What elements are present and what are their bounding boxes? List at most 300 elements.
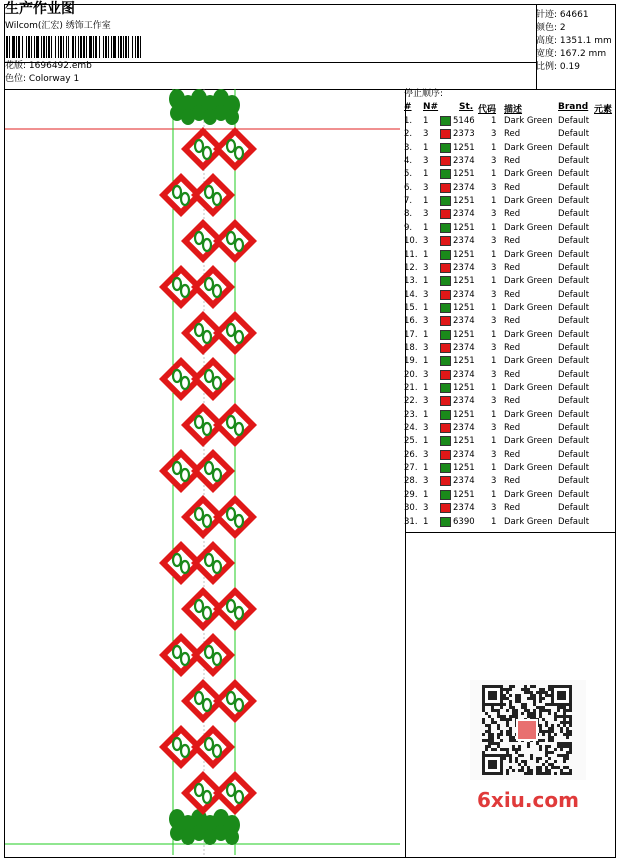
qr-module <box>542 691 545 694</box>
row-code: 3 <box>491 129 497 140</box>
qr-module <box>545 730 548 733</box>
row-needle: 1 <box>423 302 429 313</box>
qr-module <box>563 766 566 769</box>
row-stitches: 2374 <box>453 476 475 487</box>
row-stitches: 2374 <box>453 396 475 407</box>
qr-module <box>482 739 485 742</box>
qr-module <box>563 712 566 715</box>
qr-module <box>521 688 524 691</box>
row-stitches: 1251 <box>453 329 475 340</box>
qr-module <box>530 712 533 715</box>
row-code: 1 <box>491 276 497 287</box>
row-stitches: 1251 <box>453 222 475 233</box>
color-swatch <box>440 209 451 219</box>
barcode-bar <box>34 36 35 58</box>
qr-module <box>488 742 491 745</box>
qr-module <box>539 700 542 703</box>
qr-module <box>527 712 530 715</box>
qr-module <box>509 757 512 760</box>
row-stitches: 1251 <box>453 249 475 260</box>
row-brand: Default <box>558 156 590 167</box>
qr-module <box>506 718 509 721</box>
row-needle: 3 <box>423 209 429 220</box>
diamond-motif <box>213 495 257 539</box>
row-stitches: 1251 <box>453 463 475 474</box>
qr-module <box>509 715 512 718</box>
table-row <box>404 489 616 502</box>
qr-module <box>545 703 548 706</box>
barcode-bar <box>18 36 20 58</box>
qr-module <box>542 697 545 700</box>
qr-module <box>521 769 524 772</box>
qr-module <box>557 724 560 727</box>
qr-module <box>545 691 548 694</box>
barcode-bar <box>58 36 59 58</box>
diamond-motif <box>191 265 235 309</box>
qr-module <box>542 733 545 736</box>
row-description: Red <box>504 156 521 167</box>
barcode-bar <box>108 36 109 58</box>
qr-module <box>515 751 518 754</box>
qr-module <box>518 763 521 766</box>
qr-module <box>569 730 572 733</box>
qr-module <box>563 718 566 721</box>
row-description: Red <box>504 289 521 300</box>
barcode-bar <box>43 36 45 58</box>
row-code: 1 <box>491 383 497 393</box>
barcode-bar <box>46 36 47 58</box>
table-row <box>404 128 616 141</box>
qr-module <box>491 748 494 751</box>
color-swatch <box>440 383 451 393</box>
row-index: 18. <box>404 342 418 353</box>
color-swatch <box>440 356 451 366</box>
qr-module <box>539 730 542 733</box>
row-description: Red <box>504 129 521 140</box>
qr-module <box>548 763 551 766</box>
row-description: Red <box>504 503 521 514</box>
qr-module <box>566 730 569 733</box>
row-needle: 3 <box>423 316 429 327</box>
table-row <box>404 275 616 288</box>
qr-module <box>563 724 566 727</box>
qr-module <box>557 691 566 700</box>
row-index: 16. <box>404 316 418 327</box>
qr-module <box>566 715 569 718</box>
row-code: 3 <box>491 396 497 407</box>
qr-module <box>557 715 560 718</box>
qr-module <box>506 691 509 694</box>
qr-module <box>569 724 572 727</box>
row-needle: 3 <box>423 423 429 434</box>
barcode-bar <box>89 36 92 58</box>
barcode-bar <box>113 36 116 58</box>
qr-module <box>560 706 563 709</box>
table-row <box>404 382 616 395</box>
row-description: Dark Green <box>504 489 553 500</box>
qr-module <box>506 751 509 754</box>
row-needle: 1 <box>423 249 429 260</box>
qr-module <box>509 706 512 709</box>
table-row <box>404 195 616 208</box>
row-needle: 1 <box>423 222 429 233</box>
qr-module <box>536 757 539 760</box>
qr-module <box>509 685 512 688</box>
row-description: Red <box>504 423 521 434</box>
qr-module <box>530 769 533 772</box>
qr-module <box>491 709 494 712</box>
barcode-bar <box>63 36 64 58</box>
table-row <box>404 168 616 181</box>
qr-module <box>515 715 518 718</box>
qr-module <box>533 715 536 718</box>
table-row <box>404 235 616 248</box>
qr-module <box>506 733 509 736</box>
row-needle: 1 <box>423 489 429 500</box>
row-needle: 3 <box>423 449 429 460</box>
qr-module <box>485 748 488 751</box>
row-stitches: 2373 <box>453 129 475 140</box>
row-code: 3 <box>491 289 497 300</box>
barcode-bar <box>22 36 23 58</box>
qr-module <box>566 772 569 775</box>
row-index: 10. <box>404 236 418 247</box>
col-header-index: # <box>404 102 412 112</box>
row-brand: Default <box>558 289 590 300</box>
stat-value: 167.2 mm <box>559 49 607 59</box>
qr-module <box>551 766 554 769</box>
row-description: Red <box>504 209 521 220</box>
qr-module <box>509 733 512 736</box>
qr-module <box>545 772 548 775</box>
colorway-value: Colorway 1 <box>28 74 80 84</box>
row-brand: Default <box>558 182 590 193</box>
row-code: 1 <box>491 222 497 233</box>
green-blob <box>225 829 239 845</box>
qr-module <box>503 715 506 718</box>
qr-module <box>566 721 569 724</box>
row-brand: Default <box>558 396 590 407</box>
qr-module <box>488 739 491 742</box>
qr-module <box>518 694 521 697</box>
row-code: 3 <box>491 316 497 327</box>
row-brand: Default <box>558 369 590 380</box>
qr-module <box>527 715 530 718</box>
diamond-motif <box>191 449 235 493</box>
col-header-code: 代码 <box>478 105 497 115</box>
row-code: 1 <box>491 142 497 153</box>
qr-module <box>530 757 533 760</box>
qr-module <box>539 706 542 709</box>
color-swatch <box>440 183 451 193</box>
qr-module <box>551 736 554 739</box>
qr-module <box>524 772 527 775</box>
qr-module <box>560 754 563 757</box>
qr-module <box>542 739 545 742</box>
barcode-bar <box>111 36 112 58</box>
qr-module <box>518 769 521 772</box>
row-brand: Default <box>558 356 590 367</box>
qr-module <box>554 760 557 763</box>
qr-module <box>545 766 548 769</box>
row-description: Dark Green <box>504 116 553 126</box>
qr-module <box>539 739 542 742</box>
barcode-bar <box>16 36 17 58</box>
table-row <box>404 329 616 342</box>
qr-module <box>500 706 503 709</box>
qr-module <box>551 724 554 727</box>
row-description: Red <box>504 236 521 247</box>
qr-module <box>515 760 518 763</box>
row-brand: Default <box>558 116 590 126</box>
row-stitches: 2374 <box>453 156 475 167</box>
row-stitches: 2374 <box>453 182 475 193</box>
barcode-bar <box>51 36 52 58</box>
qr-module <box>509 700 512 703</box>
watermark-logo: 6xiu.com <box>477 788 579 812</box>
diamond-motif <box>191 541 235 585</box>
table-row <box>404 355 616 368</box>
color-swatch <box>440 143 451 153</box>
qr-module <box>506 769 509 772</box>
qr-module <box>566 709 569 712</box>
qr-module <box>509 727 512 730</box>
qr-module <box>512 769 515 772</box>
row-needle: 1 <box>423 516 429 527</box>
qr-module <box>548 769 551 772</box>
row-needle: 3 <box>423 342 429 353</box>
row-code: 3 <box>491 209 497 220</box>
barcode-bar <box>118 36 119 58</box>
qr-module <box>506 748 509 751</box>
qr-module <box>503 754 506 757</box>
qr-module <box>530 715 533 718</box>
qr-module <box>506 721 509 724</box>
barcode-bar <box>41 36 42 58</box>
row-brand: Default <box>558 476 590 487</box>
row-code: 3 <box>491 236 497 247</box>
qr-module <box>518 748 521 751</box>
row-description: Red <box>504 342 521 353</box>
table-row <box>404 302 616 315</box>
row-needle: 1 <box>423 356 429 367</box>
qr-module <box>485 745 488 748</box>
qr-module <box>482 709 485 712</box>
qr-module <box>545 754 548 757</box>
barcode-bar <box>80 36 82 58</box>
qr-module <box>500 730 503 733</box>
color-swatch <box>440 129 451 139</box>
barcode-bar <box>26 36 27 58</box>
qr-module <box>563 760 566 763</box>
qr-module <box>485 712 488 715</box>
qr-module <box>503 697 506 700</box>
qr-module <box>497 724 500 727</box>
qr-module <box>569 706 572 709</box>
barcode-bar <box>83 36 85 58</box>
qr-module <box>512 739 515 742</box>
color-swatch <box>440 490 451 500</box>
stat-label: 高度: <box>536 36 558 46</box>
row-needle: 1 <box>423 383 429 393</box>
row-stitches: 1251 <box>453 383 475 393</box>
qr-module <box>509 718 512 721</box>
qr-module <box>518 721 536 739</box>
qr-module <box>545 769 548 772</box>
qr-module <box>482 706 485 709</box>
qr-module <box>551 751 554 754</box>
qr-module <box>488 760 497 769</box>
qr-module <box>512 685 515 688</box>
color-swatch <box>440 223 451 233</box>
qr-module <box>548 772 551 775</box>
barcode-bar <box>128 36 129 58</box>
row-code: 1 <box>491 436 497 447</box>
qr-module <box>569 751 572 754</box>
table-row <box>404 115 616 128</box>
qr-module <box>548 727 551 730</box>
row-code: 1 <box>491 169 497 180</box>
row-needle: 3 <box>423 289 429 300</box>
row-index: 3. <box>404 142 413 153</box>
table-row <box>404 262 616 275</box>
row-stitches: 2374 <box>453 369 475 380</box>
qr-module <box>515 694 518 697</box>
row-stitches: 2374 <box>453 449 475 460</box>
qr-module <box>551 730 554 733</box>
qr-module <box>509 703 512 706</box>
row-index: 25. <box>404 436 418 447</box>
qr-module <box>563 715 566 718</box>
stat-value: 1351.1 mm <box>559 36 612 46</box>
qr-module <box>527 691 530 694</box>
stat-width <box>536 46 606 59</box>
row-brand: Default <box>558 222 590 233</box>
qr-module <box>518 745 521 748</box>
row-index: 17. <box>404 329 418 340</box>
qr-module <box>491 739 494 742</box>
qr-module <box>512 712 515 715</box>
qr-module <box>503 694 506 697</box>
color-swatch <box>440 316 451 326</box>
stat-scale <box>536 59 580 72</box>
row-brand: Default <box>558 196 590 207</box>
qr-module <box>527 688 530 691</box>
row-brand: Default <box>558 302 590 313</box>
row-needle: 3 <box>423 396 429 407</box>
barcode-bar <box>12 36 15 58</box>
row-stitches: 1251 <box>453 302 475 313</box>
qr-module <box>563 742 566 745</box>
diamond-motif <box>213 219 257 263</box>
qr-module <box>503 748 506 751</box>
row-code: 1 <box>491 516 497 527</box>
qr-module <box>560 730 563 733</box>
row-needle: 1 <box>423 276 429 287</box>
row-stitches: 1251 <box>453 436 475 447</box>
row-index: 28. <box>404 476 418 487</box>
table-row <box>404 182 616 195</box>
qr-module <box>545 751 548 754</box>
row-description: Dark Green <box>504 196 553 207</box>
qr-module <box>533 703 536 706</box>
row-needle: 3 <box>423 503 429 514</box>
qr-module <box>527 745 530 748</box>
qr-module <box>506 697 509 700</box>
qr-module <box>554 718 557 721</box>
table-row <box>404 516 616 529</box>
qr-module <box>548 736 551 739</box>
qr-module <box>512 706 515 709</box>
qr-module <box>527 769 530 772</box>
qr-module <box>557 742 560 745</box>
row-description: Red <box>504 182 521 193</box>
qr-module <box>488 733 491 736</box>
qr-module <box>539 688 542 691</box>
qr-module <box>512 745 515 748</box>
barcode-bar <box>75 36 76 58</box>
qr-module <box>557 709 560 712</box>
barcode-bar <box>125 36 127 58</box>
barcode-bar <box>68 36 69 58</box>
qr-module <box>554 712 557 715</box>
color-swatch <box>440 290 451 300</box>
row-stitches: 1251 <box>453 489 475 500</box>
stat-stitches <box>536 7 589 20</box>
qr-module <box>500 733 503 736</box>
qr-module <box>524 760 527 763</box>
row-description: Dark Green <box>504 383 553 393</box>
qr-module <box>548 751 551 754</box>
row-brand: Default <box>558 209 590 220</box>
table-row <box>404 475 616 488</box>
barcode-bar <box>66 36 67 58</box>
qr-module <box>491 718 494 721</box>
row-code: 3 <box>491 369 497 380</box>
barcode-bar <box>55 36 56 58</box>
qr-module <box>506 730 509 733</box>
qr-module <box>506 688 509 691</box>
row-index: 11. <box>404 249 418 260</box>
qr-module <box>518 697 521 700</box>
row-code: 3 <box>491 449 497 460</box>
color-swatch <box>440 450 451 460</box>
qr-module <box>524 709 527 712</box>
qr-module <box>563 733 566 736</box>
qr-module <box>503 718 506 721</box>
qr-module <box>548 703 551 706</box>
row-description: Red <box>504 262 521 273</box>
row-code: 1 <box>491 249 497 260</box>
row-index: 19. <box>404 356 418 367</box>
row-stitches: 1251 <box>453 409 475 420</box>
page-title: 生产作业图 <box>5 1 75 17</box>
table-row <box>404 249 616 262</box>
qr-module <box>560 715 563 718</box>
color-swatch <box>440 156 451 166</box>
qr-module <box>515 709 518 712</box>
diamond-motif <box>191 173 235 217</box>
stat-value: 64661 <box>559 10 589 20</box>
qr-module <box>512 736 515 739</box>
qr-module <box>500 748 503 751</box>
qr-module <box>560 745 563 748</box>
qr-module <box>527 772 530 775</box>
qr-module <box>524 706 527 709</box>
qr-module <box>551 727 554 730</box>
row-stitches: 5146 <box>453 116 475 126</box>
qr-module <box>518 700 521 703</box>
